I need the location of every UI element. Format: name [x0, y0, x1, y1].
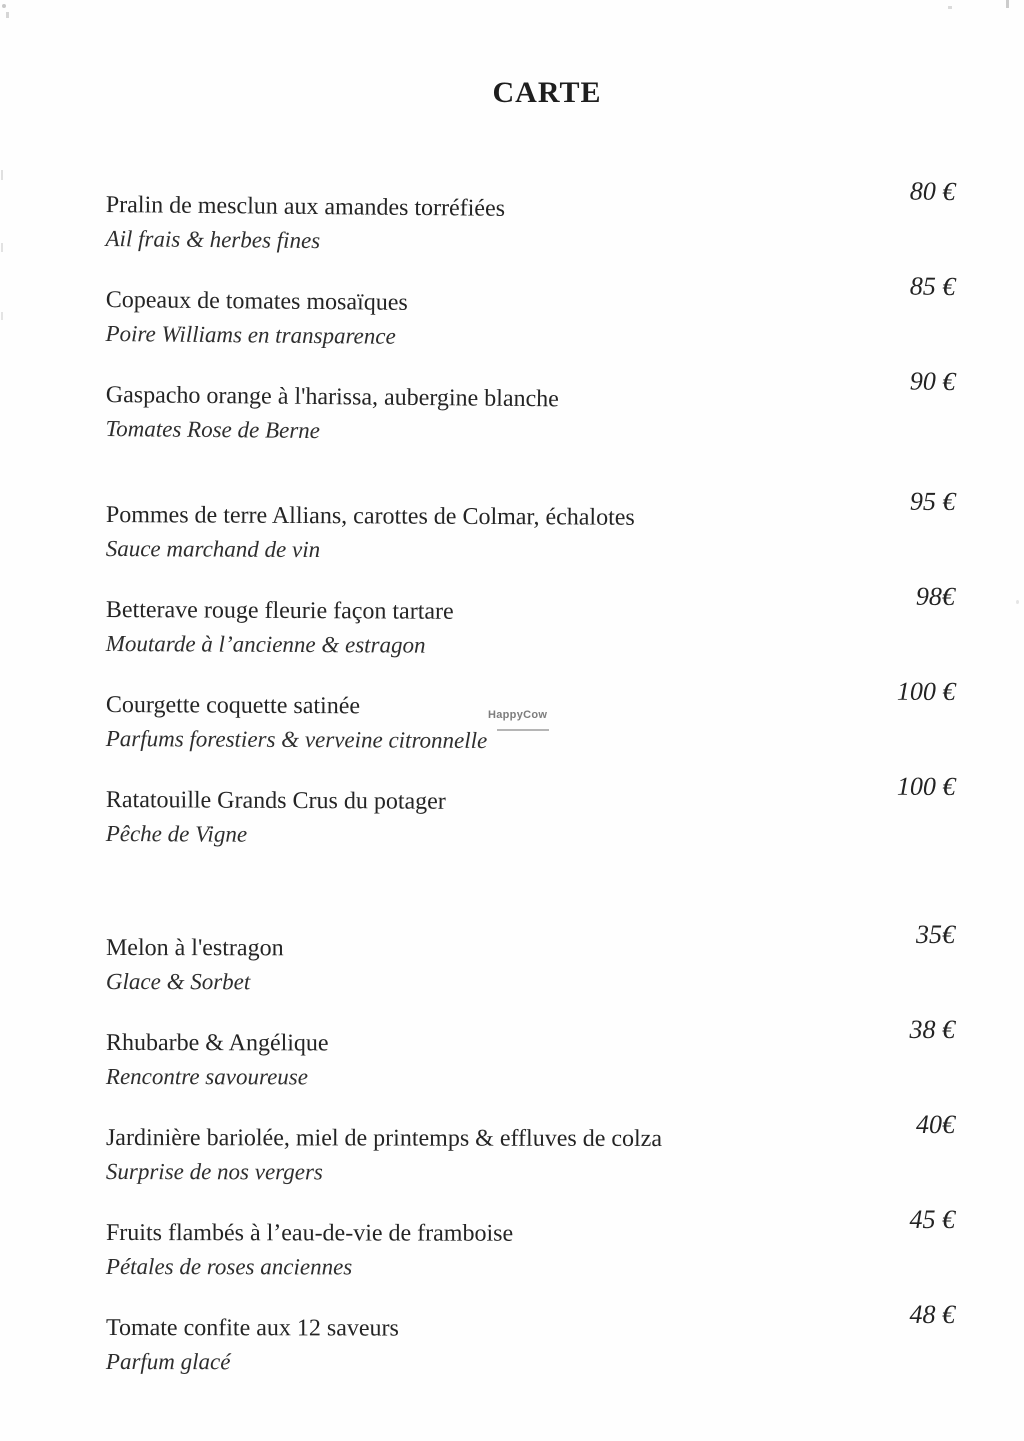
dish-price: 48 € — [909, 1300, 955, 1329]
dish-price: 100 € — [896, 676, 955, 706]
dish-description: Sauce marchand de vin — [105, 535, 321, 563]
dish-description: Surprise de nos vergers — [105, 1159, 323, 1185]
scan-artifact — [1, 170, 3, 180]
menu-item — [105, 271, 955, 350]
scan-artifact — [6, 12, 9, 18]
dish-description: Poire Williams en transparence — [105, 320, 396, 349]
dish-description: Pêche de Vigne — [105, 820, 248, 847]
menu-item — [105, 486, 955, 565]
dish-name: Copeaux de tomates mosaïques — [105, 286, 408, 316]
menu-item — [105, 676, 955, 755]
scan-artifact — [1, 243, 3, 252]
scan-artifact — [1006, 0, 1009, 8]
dish-description: Ail frais & herbes fines — [105, 225, 321, 254]
menu-item-text — [106, 1027, 329, 1093]
scan-artifact — [948, 6, 952, 9]
menu-item-text — [106, 689, 488, 757]
dish-price: 45 € — [909, 1205, 955, 1234]
menu-item — [105, 581, 955, 660]
dish-name: Fruits flambés à l’eau-de-vie de framboise — [105, 1220, 514, 1247]
menu-item-text — [105, 284, 408, 353]
menu-item — [105, 176, 955, 255]
dish-price: 85 € — [909, 271, 955, 301]
menu-item-text — [106, 499, 635, 568]
menu-item — [105, 1110, 955, 1188]
dish-description: Rencontre savoureuse — [105, 1064, 308, 1090]
menu-item-text — [106, 1312, 399, 1379]
menu-item-text — [106, 594, 454, 662]
happycow-watermark: HappyCow — [488, 709, 548, 721]
dish-price: 98€ — [915, 581, 955, 611]
scan-artifact — [1016, 600, 1019, 604]
menu-item — [105, 1015, 955, 1093]
menu-section — [105, 176, 955, 445]
dish-name: Jardinière bariolée, miel de printemps & effluves de colza — [105, 1125, 663, 1152]
dish-name: Melon à l'estragon — [105, 935, 284, 962]
menu-item — [105, 1205, 955, 1283]
dish-description: Pétales de roses anciennes — [105, 1254, 353, 1280]
dish-price: 38 € — [909, 1015, 955, 1044]
dish-name: Pommes de terre Allians, carottes de Colmar, échalotes — [105, 501, 635, 531]
dish-price: 100 € — [896, 771, 955, 801]
page-title: CARTE — [492, 76, 602, 109]
menu-list — [105, 176, 955, 1407]
scan-artifact — [2, 4, 6, 8]
menu-item — [105, 1300, 955, 1378]
dish-price: 80 € — [909, 176, 955, 206]
dish-name: Pralin de mesclun aux amandes torréfiées — [105, 191, 506, 222]
dish-description: Moutarde à l’ancienne & estragon — [105, 630, 426, 658]
dish-description: Tomates Rose de Berne — [105, 415, 321, 444]
menu-section — [106, 474, 955, 850]
dish-name: Tomate confite aux 12 saveurs — [105, 1315, 399, 1342]
menu-item-text — [105, 379, 559, 449]
menu-item — [105, 771, 955, 850]
menu-item — [105, 366, 955, 445]
dish-description: Parfums forestiers & verveine citronnelle — [105, 725, 488, 753]
dish-name: Gaspacho orange à l'harissa, aubergine blanche — [105, 381, 559, 413]
dish-price: 35€ — [916, 920, 955, 949]
menu-item-text — [105, 189, 505, 259]
menu-item-text — [106, 784, 446, 852]
dish-description: Parfum glacé — [105, 1349, 231, 1375]
menu-item-text — [106, 1122, 662, 1189]
dish-price: 90 € — [909, 366, 955, 396]
menu-item-text — [106, 1217, 513, 1284]
dish-name: Courgette coquette satinée — [105, 691, 361, 720]
happycow-watermark-line — [497, 729, 549, 731]
menu-item — [105, 920, 955, 998]
dish-name: Betterave rouge fleurie façon tartare — [105, 596, 454, 625]
menu-item-text — [106, 932, 284, 998]
dish-name: Ratatouille Grands Crus du potager — [105, 786, 446, 815]
dish-name: Rhubarbe & Angélique — [105, 1030, 329, 1057]
dish-price: 95 € — [909, 486, 955, 516]
menu-section — [106, 879, 955, 1378]
dish-description: Glace & Sorbet — [105, 968, 251, 995]
dish-price: 40€ — [916, 1110, 955, 1139]
scan-artifact — [1, 312, 3, 320]
